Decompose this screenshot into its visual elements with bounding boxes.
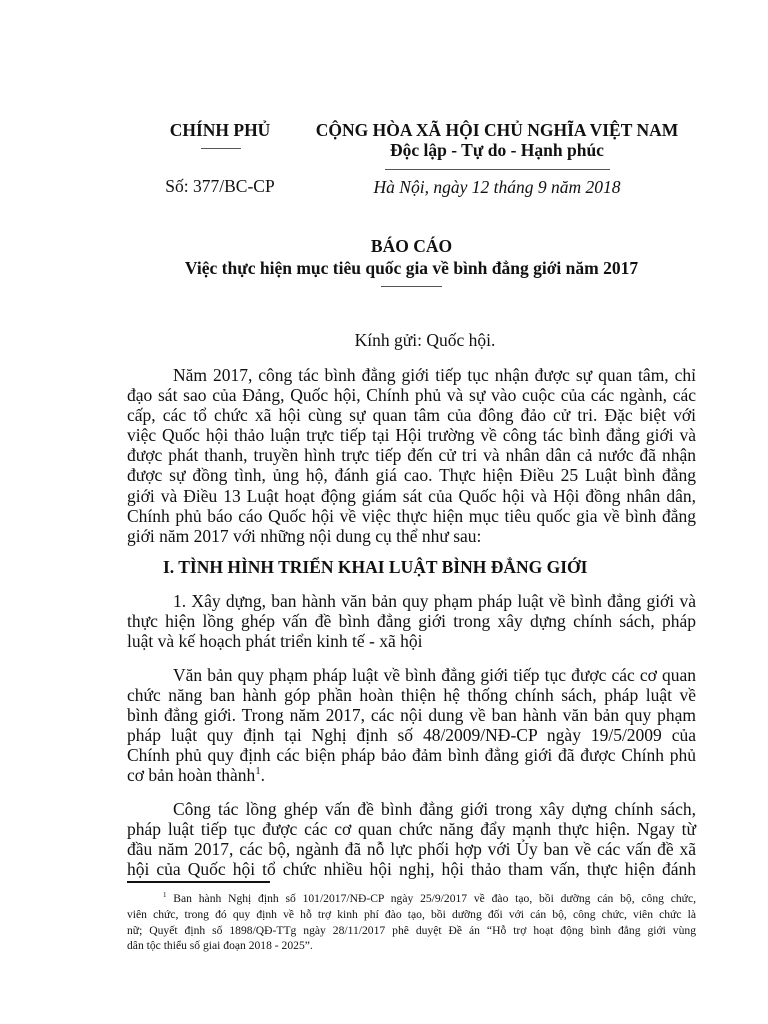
recipient: Kính gửi: Quốc hội. — [354, 330, 496, 350]
text-line: thực hiện lồng ghép vấn đề bình đẳng giới trong xây dựng chính sách, pháp — [127, 611, 696, 632]
text-fragment: cơ bản hoàn thành — [127, 765, 256, 786]
text-line: đạo sát sao của Đảng, Quốc hội, Chính phủ và sự vào cuộc của các ngành, các — [127, 385, 696, 406]
text-line: Chính phủ báo cáo Quốc hội về việc thực hiện mục tiêu quốc gia về bình đẳng — [127, 505, 696, 526]
place-date: Hà Nội, ngày 12 tháng 9 năm 2018 — [373, 177, 621, 197]
text-line: được sự đồng tình, ủng hộ, đánh giá cao. Thực hiện Điều 25 Luật bình đẳng — [127, 465, 696, 486]
text-line: giới và Điều 13 Luật hoạt động giám sát của Quốc hội và Hội đồng nhân dân, — [127, 485, 696, 506]
report-title: BÁO CÁO — [370, 236, 453, 256]
text-line: được phát thanh, truyền hình trực tiếp đến cử tri và nhân dân cả nước đã nhận — [127, 445, 696, 466]
report-subtitle: Việc thực hiện mục tiêu quốc gia về bình đẳng giới năm 2017 — [184, 258, 639, 278]
text-line: Năm 2017, công tác bình đẳng giới tiếp tục nhận được sự quan tâm, chỉ — [173, 365, 696, 385]
text-fragment: Ban hành Nghị định số 101/2017/NĐ-CP ngày 25/9/2017 về đào tạo, bồi dưỡng cán bộ, công chức, — [173, 892, 696, 905]
motto-divider — [385, 169, 610, 170]
agency-divider — [201, 148, 241, 149]
footnote — [127, 891, 696, 954]
footnote-separator — [127, 881, 270, 883]
text-line: luật và kế hoạch phát triển kinh tế - xã hội — [127, 631, 423, 652]
text-line — [127, 765, 696, 785]
national-motto: Độc lập - Tự do - Hạnh phúc — [390, 140, 604, 160]
text-line: Văn bản quy phạm pháp luật về bình đẳng giới tiếp tục được các cơ quan — [173, 665, 696, 685]
footnote-reference[interactable]: 1 — [255, 766, 261, 778]
text-line — [127, 891, 696, 907]
text-line: giới năm 2017 với những nội dung cụ thể như sau: — [127, 525, 482, 546]
section-heading: I. TÌNH HÌNH TRIỂN KHAI LUẬT BÌNH ĐẲNG GIỚI — [163, 557, 588, 577]
text-line: Chính phủ quy định các biện pháp bảo đảm bình đẳng giới đã được Chính phủ — [127, 745, 696, 766]
agency-name: CHÍNH PHỦ — [169, 120, 271, 140]
document-number: Số: 377/BC-CP — [165, 176, 275, 196]
text-line: 1. Xây dựng, ban hành văn bản quy phạm pháp luật về bình đẳng giới và — [173, 591, 696, 611]
text-line: Công tác lồng ghép vấn đề bình đẳng giới trong xây dựng chính sách, — [173, 799, 696, 819]
paragraph-legal-documents — [127, 665, 696, 786]
text-line: hội của Quốc hội tổ chức nhiều hội nghị, hội thảo tham vấn, thực hiện đánh — [127, 859, 696, 880]
title-divider — [381, 286, 442, 287]
footnote-number: 1 — [163, 891, 167, 900]
text-line: viên chức, trong đó quy định về hỗ trợ kinh phí đào tạo, bồi dưỡng đối với cán bộ, công chức, viên chức là — [127, 907, 696, 921]
text-line: nữ; Quyết định số 1898/QĐ-TTg ngày 28/11/2017 phê duyệt Đề án “Hỗ trợ hoạt động bình đẳng giới vùng — [127, 923, 696, 937]
nation-title: CỘNG HÒA XÃ HỘI CHỦ NGHĨA VIỆT NAM — [315, 120, 679, 140]
item-1-heading — [127, 591, 696, 651]
text-line: bình đẳng giới. Trong năm 2017, các nội dung về ban hành văn bản quy phạm — [127, 705, 696, 726]
paragraph-mainstreaming — [127, 799, 696, 879]
text-line: đầu năm 2017, các bộ, ngành đã nỗ lực phối hợp với Ủy ban về các vấn đề xã — [127, 839, 696, 860]
text-fragment: . — [260, 765, 265, 786]
text-line: chức năng ban hành góp phần hoàn thiện hệ thống chính sách, pháp luật về — [127, 685, 696, 706]
text-line: cấp, các tổ chức xã hội cùng sự quan tâm của đông đảo cử tri. Đặc biệt với — [127, 405, 696, 426]
paragraph-intro — [127, 365, 696, 546]
text-line: pháp luật tiếp tục được các cơ quan chức năng đẩy mạnh thực hiện. Ngay từ — [127, 819, 696, 840]
text-line: dân tộc thiểu số giai đoạn 2018 - 2025”. — [127, 939, 313, 953]
text-line: pháp luật quy định tại Nghị định số 48/2009/NĐ-CP ngày 19/5/2009 của — [127, 725, 696, 746]
text-line: việc Quốc hội thảo luận trực tiếp tại Hội trường về công tác bình đẳng giới và — [127, 425, 696, 446]
